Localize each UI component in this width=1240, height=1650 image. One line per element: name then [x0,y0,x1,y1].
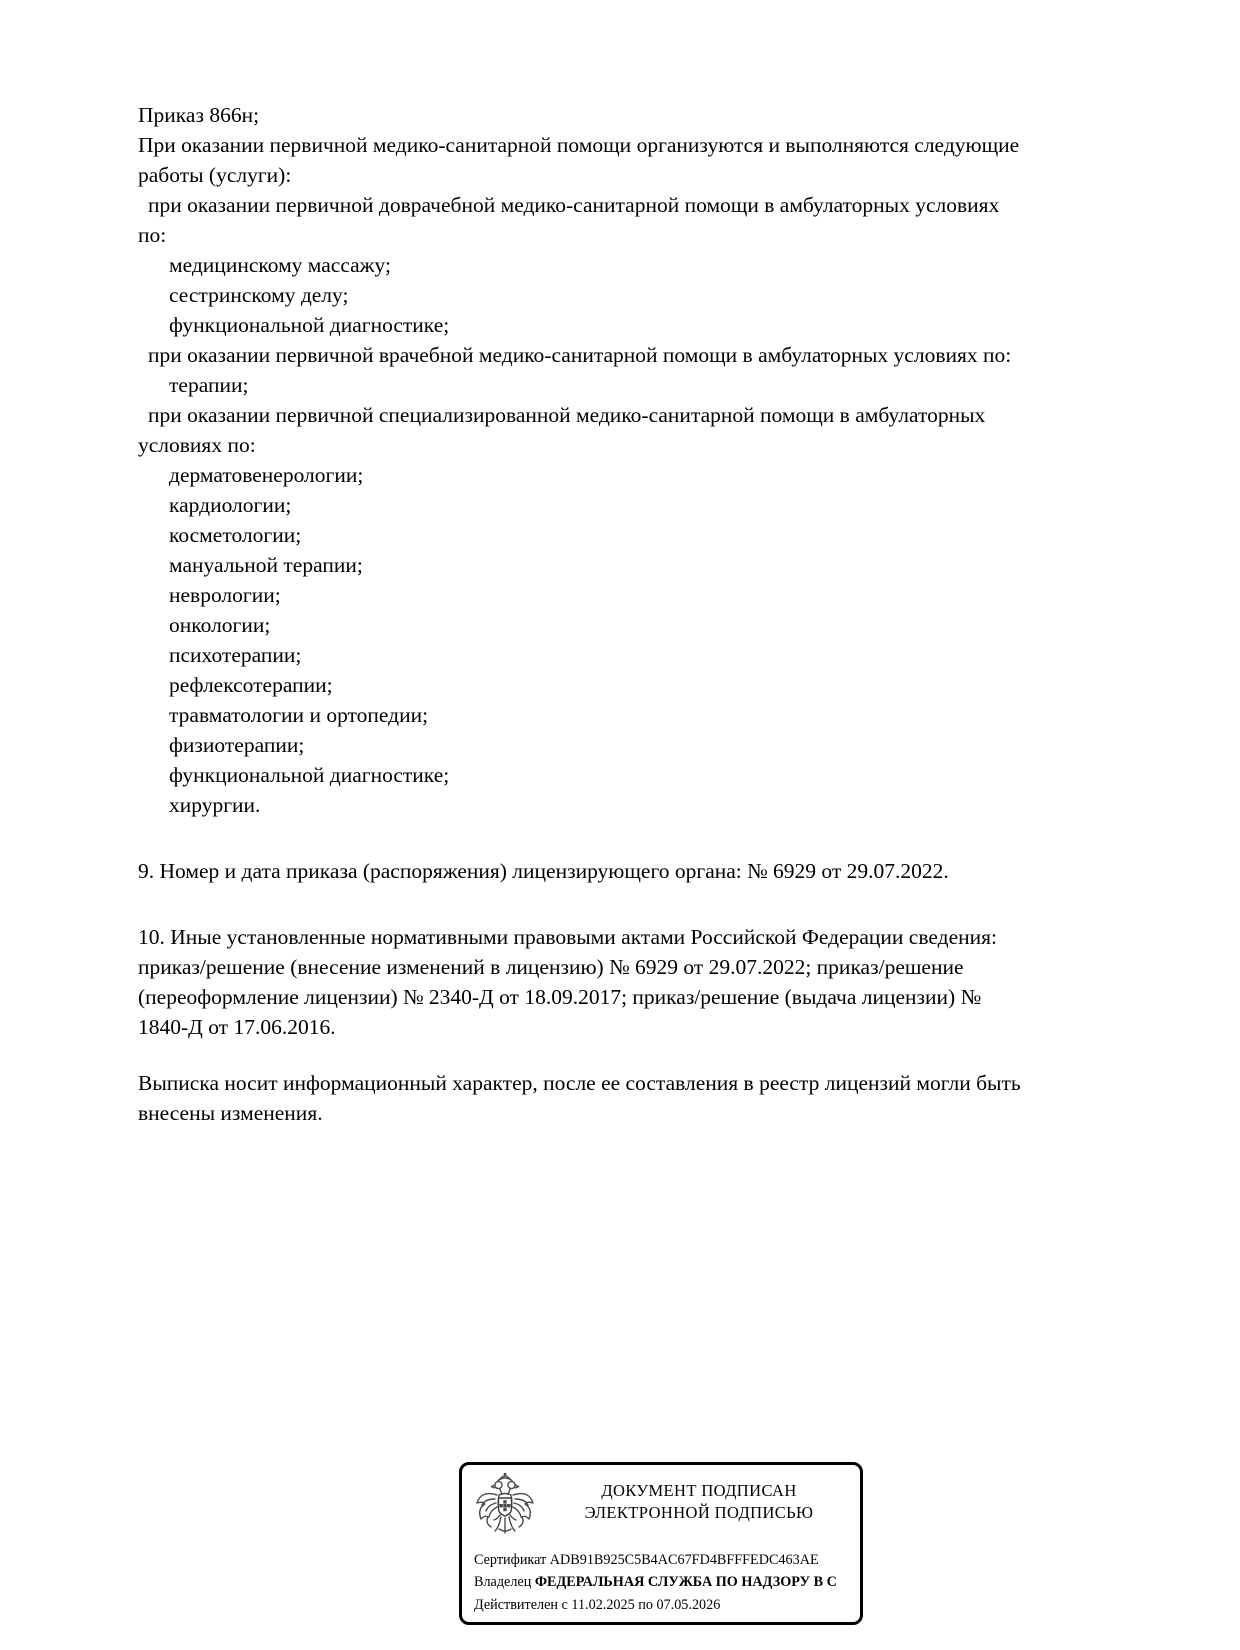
text-line: сестринскому делу; [169,283,349,307]
stamp-title [542,1480,856,1523]
text-line: условиях по: [138,433,256,457]
double-headed-eagle-emblem-icon [473,1471,537,1543]
text-line: терапии; [169,373,249,397]
text-line: внесены изменения. [138,1101,323,1125]
stamp-info [474,1549,860,1616]
certificate-label: Сертификат [474,1552,550,1568]
text-line: по: [138,223,167,247]
text-line: приказ/решение (внесение изменений в лицензию) № 6929 от 29.07.2022; приказ/решение [138,955,964,979]
text-line: при оказании первичной доврачебной медико-санитарной помощи в амбулаторных условиях [148,193,1000,217]
text-line: при оказании первичной врачебной медико-санитарной помощи в амбулаторных условиях по: [148,343,1012,367]
paragraph [138,856,1138,886]
paragraph [138,100,1138,820]
text-line: травматологии и ортопедии; [169,703,429,727]
paragraph [138,1068,1138,1128]
validity-text: Действителен с 11.02.2025 по 07.05.2026 [474,1596,721,1613]
stamp-title-line2: ЭЛЕКТРОННОЙ ПОДПИСЬЮ [584,1502,814,1522]
text-line: Выписка носит информационный характер, после ее составления в реестр лицензий могли быть [138,1071,1021,1095]
validity-line [474,1594,860,1616]
text-line: дерматовенерологии; [169,463,364,487]
text-line: физиотерапии; [169,733,305,757]
text-line: 10. Иные установленные нормативными правовыми актами Российской Федерации сведения: [138,925,997,949]
text-line: 9. Номер и дата приказа (распоряжения) лицензирующего органа: № 6929 от 29.07.2022. [138,859,949,883]
stamp-title-line1: ДОКУМЕНТ ПОДПИСАН [601,1481,797,1500]
certificate-line [474,1549,860,1571]
owner-line [474,1571,860,1593]
text-line: рефлексотерапии; [169,673,333,697]
text-line: При оказании первичной медико-санитарной помощи организуются и выполняются следующие [138,133,1020,157]
signature-stamp [459,1462,863,1625]
text-line: функциональной диагностике; [169,313,450,337]
text-line: психотерапии; [169,643,302,667]
text-line: мануальной терапии; [169,553,363,577]
text-line: медицинскому массажу; [169,253,391,277]
text-line: при оказании первичной специализированной медико-санитарной помощи в амбулаторных [148,403,986,427]
text-line: (переоформление лицензии) № 2340-Д от 18.09.2017; приказ/решение (выдача лицензии) № [138,985,982,1009]
document-body [138,100,1138,1128]
text-line: 1840-Д от 17.06.2016. [138,1015,336,1039]
text-line: онкологии; [169,613,271,637]
text-line: косметологии; [169,523,302,547]
certificate-value: ADB91B925C5B4AC67FD4BFFFEDC463AE [549,1552,819,1568]
text-line: неврологии; [169,583,281,607]
paragraph [138,922,1138,1042]
text-line: кардиологии; [169,493,292,517]
text-line: функциональной диагностике; [169,763,450,787]
owner-value: ФЕДЕРАЛЬНАЯ СЛУЖБА ПО НАДЗОРУ В С [534,1574,837,1591]
text-line: хирургии. [169,793,261,817]
owner-label: Владелец [474,1574,535,1591]
text-line: работы (услуги): [138,163,292,187]
text-line: Приказ 866н; [138,103,260,127]
